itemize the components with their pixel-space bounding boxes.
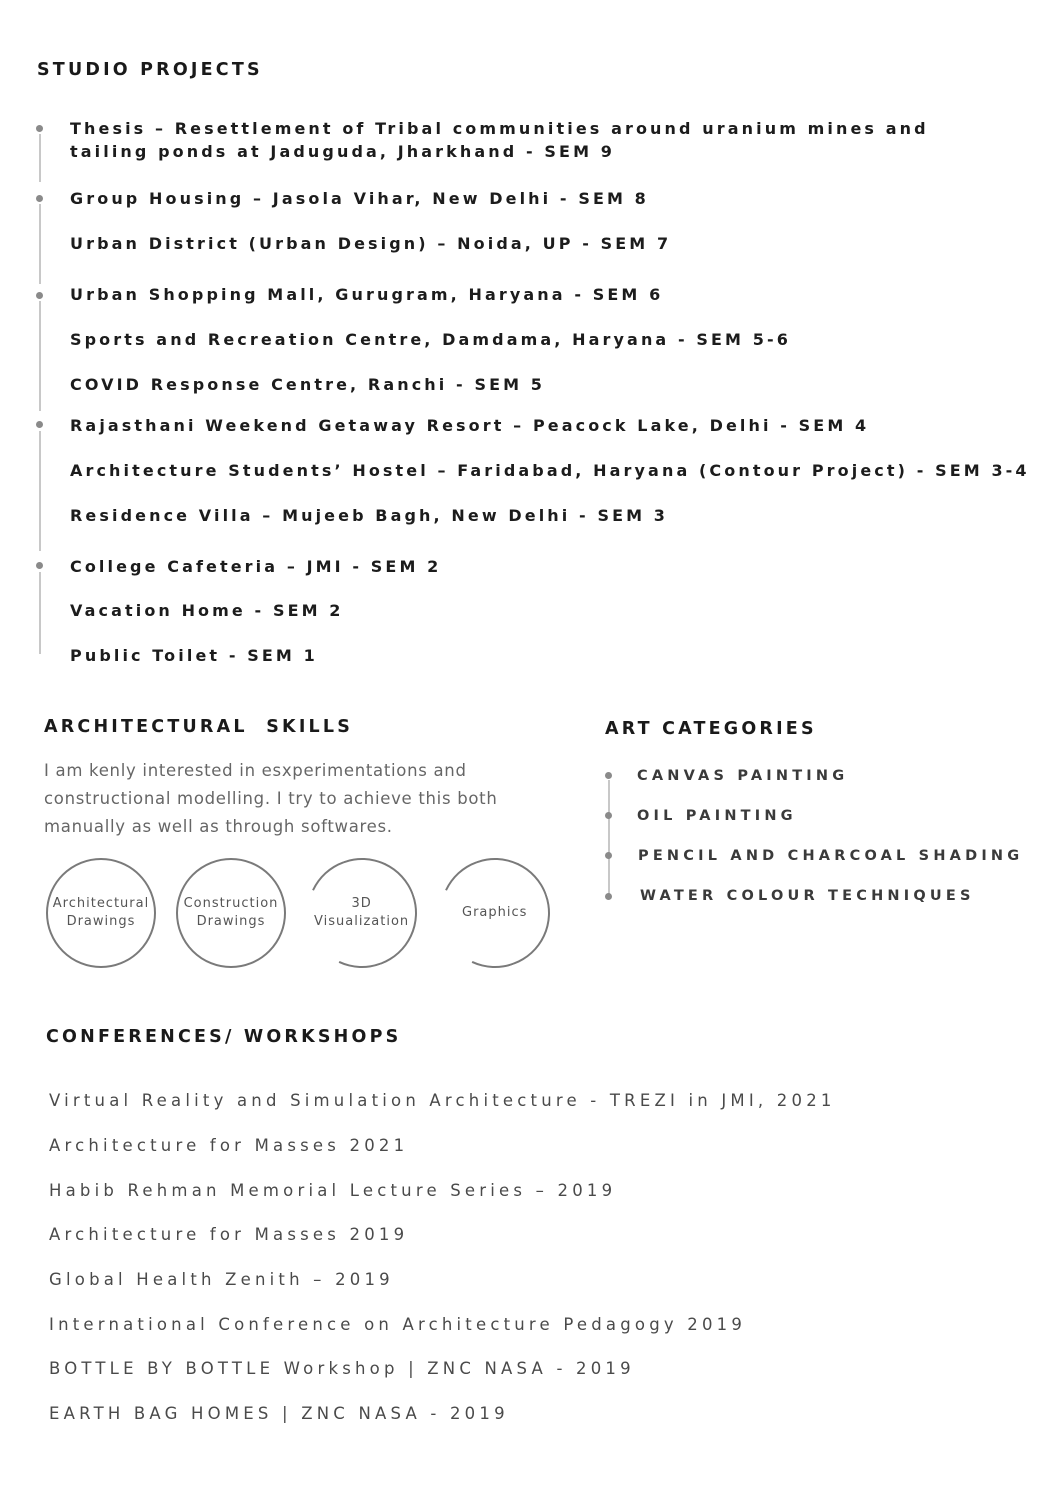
timeline-line xyxy=(39,204,41,284)
project-item: Thesis – Resettlement of Tribal communities around uranium mines and xyxy=(70,119,929,138)
project-item: Public Toilet - SEM 1 xyxy=(70,646,318,665)
art-dot xyxy=(605,772,612,779)
project-item: College Cafeteria – JMI - SEM 2 xyxy=(70,557,442,576)
skills-heading: ARCHITECTURAL SKILLS xyxy=(44,717,354,737)
skill-circle-3d-visualization xyxy=(292,843,433,984)
art-item: PENCIL AND CHARCOAL SHADING xyxy=(638,848,1024,864)
project-item: Sports and Recreation Centre, Damdama, Haryana - SEM 5-6 xyxy=(70,330,791,349)
conference-item: Architecture for Masses 2021 xyxy=(49,1136,409,1155)
art-categories-heading: ART CATEGORIES xyxy=(605,719,817,739)
art-dot xyxy=(605,852,612,859)
timeline-line xyxy=(39,301,41,411)
skill-label: Architectural xyxy=(52,896,150,911)
timeline-dot xyxy=(36,562,43,569)
project-item: Architecture Students’ Hostel – Faridabad, Haryana (Contour Project) - SEM 3-4 xyxy=(70,461,1030,480)
project-item: Rajasthani Weekend Getaway Resort – Peacock Lake, Delhi - SEM 4 xyxy=(70,416,870,435)
art-dot xyxy=(605,893,612,900)
conferences-heading: CONFERENCES/ WORKSHOPS xyxy=(46,1027,402,1047)
conference-item: International Conference on Architecture Pedagogy 2019 xyxy=(49,1315,747,1334)
timeline-dot xyxy=(36,125,43,132)
timeline-dot xyxy=(36,421,43,428)
conference-item: Virtual Reality and Simulation Architecture - TREZI in JMI, 2021 xyxy=(49,1091,836,1110)
timeline-dot xyxy=(36,292,43,299)
conference-item: EARTH BAG HOMES | ZNC NASA - 2019 xyxy=(49,1404,509,1423)
project-item: Urban Shopping Mall, Gurugram, Haryana - SEM 6 xyxy=(70,285,664,304)
conference-item: Habib Rehman Memorial Lecture Series – 2019 xyxy=(49,1181,617,1200)
timeline-dot xyxy=(36,195,43,202)
skill-label: 3D xyxy=(351,896,373,911)
skills-description: I am kenly interested in esxperimentations and constructional modelling. I try to achieve this both manually as well as through softwares. xyxy=(44,761,498,836)
skill-circle-construction-drawings xyxy=(176,858,286,968)
conference-item: Architecture for Masses 2019 xyxy=(49,1225,409,1244)
project-item: Urban District (Urban Design) – Noida, UP - SEM 7 xyxy=(70,234,672,253)
project-item: Group Housing – Jasola Vihar, New Delhi - SEM 8 xyxy=(70,189,649,208)
art-item: OIL PAINTING xyxy=(637,808,797,824)
conference-item: Global Health Zenith – 2019 xyxy=(49,1270,394,1289)
skill-label: Drawings xyxy=(66,914,136,929)
project-item: COVID Response Centre, Ranchi - SEM 5 xyxy=(70,375,546,394)
skill-circle-architectural-drawings xyxy=(46,858,156,968)
art-item: CANVAS PAINTING xyxy=(637,768,849,784)
timeline-line xyxy=(39,431,41,551)
skill-label: Graphics xyxy=(462,905,528,921)
skill-label: Visualization xyxy=(314,914,410,929)
skill-label: Drawings xyxy=(196,914,266,929)
project-item: Vacation Home - SEM 2 xyxy=(70,601,344,620)
timeline-line xyxy=(39,134,41,182)
project-item: tailing ponds at Jaduguda, Jharkhand - SEM 9 xyxy=(70,142,616,161)
skill-label: Construction xyxy=(183,896,279,911)
art-timeline-line xyxy=(608,780,610,898)
timeline-line xyxy=(39,572,41,654)
art-dot xyxy=(605,812,612,819)
skill-circle-graphics xyxy=(425,843,566,984)
conference-item: BOTTLE BY BOTTLE Workshop | ZNC NASA - 2019 xyxy=(49,1359,635,1378)
art-item: WATER COLOUR TECHNIQUES xyxy=(640,888,975,904)
studio-projects-heading: STUDIO PROJECTS xyxy=(37,60,263,80)
project-item: Residence Villa – Mujeeb Bagh, New Delhi - SEM 3 xyxy=(70,506,669,525)
